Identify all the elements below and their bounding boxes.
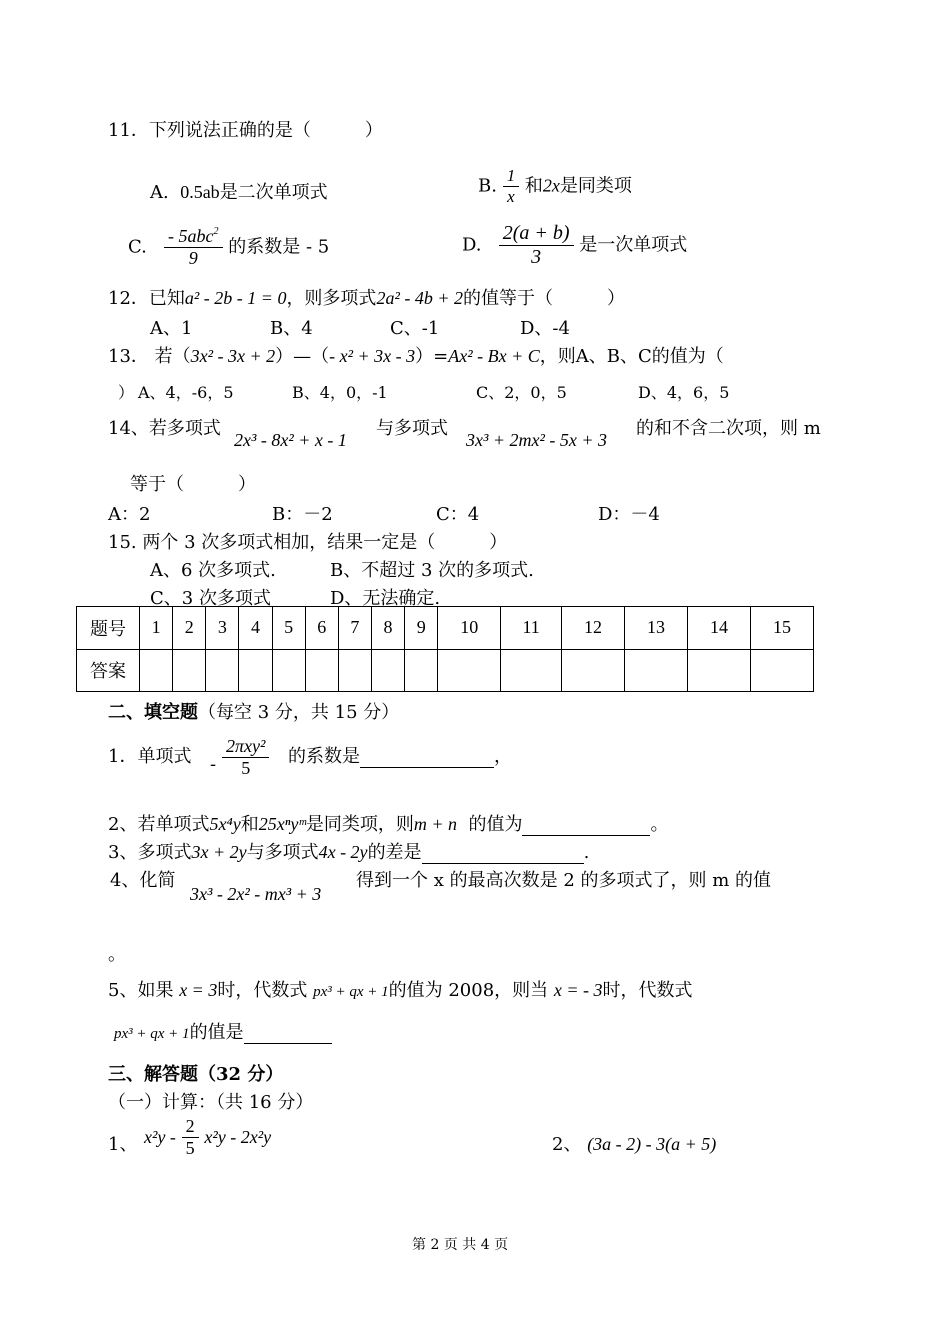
q14-expr2: 3x³ + 2mx² - 5x + 3: [466, 430, 608, 450]
question-number: 2: [173, 607, 206, 650]
q12-stem: 12．已知a² - 2b - 1 = 0，则多项式2a² - 4b + 2的值等于（ ）: [108, 288, 625, 309]
question-number: 10: [438, 607, 501, 650]
answer-table-answer-row: [77, 649, 814, 692]
s3-q1-expr: x²y - $\frac{2}{5}$ x²y - 2x²y: [144, 1116, 272, 1158]
question-number: 4: [239, 607, 272, 650]
question-number: 9: [405, 607, 438, 650]
q12-option-b: B、4: [270, 318, 313, 339]
answer-cell[interactable]: [625, 649, 688, 692]
q15-option-d: D、无法确定.: [330, 588, 441, 609]
q11-stem: 11．下列说法正确的是（ ）: [108, 120, 383, 141]
q12-option-a: A、1: [150, 318, 193, 339]
section3-subheading: （一）计算：（共 16 分）: [108, 1092, 314, 1113]
s2-q4-pre: 4、化简: [110, 870, 176, 891]
answer-cell[interactable]: [140, 649, 173, 692]
question-number: 6: [305, 607, 338, 650]
answer-cell[interactable]: [371, 649, 404, 692]
s2-q2: 2、若单项式5x⁴y和25xⁿyᵐ是同类项，则m + n 的值为 。: [108, 814, 669, 835]
s2-q1-sign: -: [210, 754, 217, 775]
question-number: 12: [562, 607, 625, 650]
q15-option-c: C、3 次多项式: [150, 588, 271, 609]
q14-line2: 等于（ ）: [130, 474, 256, 495]
q11-option-a: A. 0.5ab是二次单项式: [150, 182, 328, 203]
q13-option-c: C、2，0，5: [476, 383, 567, 402]
s2-q4-post: 得到一个 x 的最高次数是 2 的多项式了，则 m 的值: [356, 870, 771, 891]
answer-blank[interactable]: [522, 835, 650, 836]
section3-heading: 三、解答题（32 分）: [108, 1064, 284, 1085]
answer-table: [76, 606, 814, 692]
answer-blank[interactable]: [360, 767, 494, 768]
s2-q5-line2: px³ + qx + 1的值是: [114, 1018, 332, 1044]
q13-option-b: B、4，0，-1: [292, 383, 388, 402]
q15-option-b: B、不超过 3 次的多项式.: [330, 560, 534, 581]
answer-cell[interactable]: [272, 649, 305, 692]
answer-cell[interactable]: [438, 649, 501, 692]
answer-blank[interactable]: [244, 1043, 332, 1044]
q14-option-b: B：－2: [272, 504, 333, 525]
q15-stem: 15. 两个 3 次多项式相加，结果一定是（ ）: [108, 532, 508, 553]
answer-table-header-row: [77, 607, 814, 650]
question-number: 3: [206, 607, 239, 650]
s3-q2: 2、 (3a - 2) - 3(a + 5): [552, 1134, 717, 1155]
answer-cell[interactable]: [501, 649, 562, 692]
question-number: 5: [272, 607, 305, 650]
answer-cell[interactable]: [305, 649, 338, 692]
q13-stem: 13． 若（3x² - 3x + 2）—（- x² + 3x - 3）=Ax² - Bx + C，则A、B、C的值为（: [108, 346, 724, 367]
answer-cell[interactable]: [562, 649, 625, 692]
question-number: 15: [750, 607, 813, 650]
q14-expr1: 2x³ - 8x² + x - 1: [234, 430, 347, 450]
s2-q1-post: 的系数是 ，: [288, 746, 512, 767]
s2-q4-line2: 。: [108, 944, 126, 965]
page-footer: 第 2 页 共 4 页: [412, 1237, 509, 1253]
q11-option-b: B. $\frac{1}{x}$ 和2x是同类项: [478, 166, 632, 206]
answer-cell[interactable]: [687, 649, 750, 692]
question-number: 7: [338, 607, 371, 650]
answer-cell[interactable]: [338, 649, 371, 692]
q14-mid: 与多项式: [376, 418, 448, 439]
answer-table-answer-label: 答案: [77, 649, 140, 692]
question-number: 8: [371, 607, 404, 650]
section2-heading: 二、填空题（每空 3 分，共 15 分）: [108, 702, 400, 723]
q14-option-c: C：4: [436, 504, 480, 525]
q14-post: 的和不含二次项，则 m: [636, 418, 821, 439]
question-number: 14: [687, 607, 750, 650]
answer-cell[interactable]: [239, 649, 272, 692]
q12-option-c: C、-1: [390, 318, 440, 339]
q11-option-d: D. $\frac{2(a + b)}{3}$ 是一次单项式: [462, 222, 688, 268]
s3-q1-label: 1、: [108, 1134, 138, 1155]
q13-option-a: A、4，-6，5: [138, 383, 234, 402]
question-number: 13: [625, 607, 688, 650]
s2-q3: 3、多项式3x + 2y与多项式4x - 2y的差是 .: [108, 842, 590, 863]
s2-q5: 5、如果 x = 3时，代数式 px³ + qx + 1的值为 2008，则当 x = - 3时，代数式: [108, 980, 693, 1001]
q13-line2: ）: [118, 383, 135, 402]
q15-option-a: A、6 次多项式.: [150, 560, 276, 581]
answer-cell[interactable]: [750, 649, 813, 692]
s2-q4-expr: 3x³ - 2x² - mx³ + 3: [190, 884, 322, 904]
s2-q1-fraction: $\frac{\text{2πxy²}}{5}$: [222, 736, 269, 779]
question-number: 1: [140, 607, 173, 650]
answer-table-header-label: 题号: [77, 607, 140, 650]
answer-cell[interactable]: [405, 649, 438, 692]
answer-cell[interactable]: [173, 649, 206, 692]
q13-option-d: D、4，6，5: [638, 383, 730, 402]
q14-option-d: D：－4: [598, 504, 660, 525]
q11-option-c: C. $\frac{- 5abc^2}{9}$ 的系数是 - 5: [128, 226, 330, 268]
q14-option-a: A：2: [108, 504, 151, 525]
q14-pre: 14、若多项式: [108, 418, 221, 439]
q12-option-d: D、-4: [520, 318, 570, 339]
answer-blank[interactable]: [422, 863, 584, 864]
s2-q1-pre: 1．单项式: [108, 746, 192, 767]
question-number: 11: [501, 607, 562, 650]
answer-cell[interactable]: [206, 649, 239, 692]
